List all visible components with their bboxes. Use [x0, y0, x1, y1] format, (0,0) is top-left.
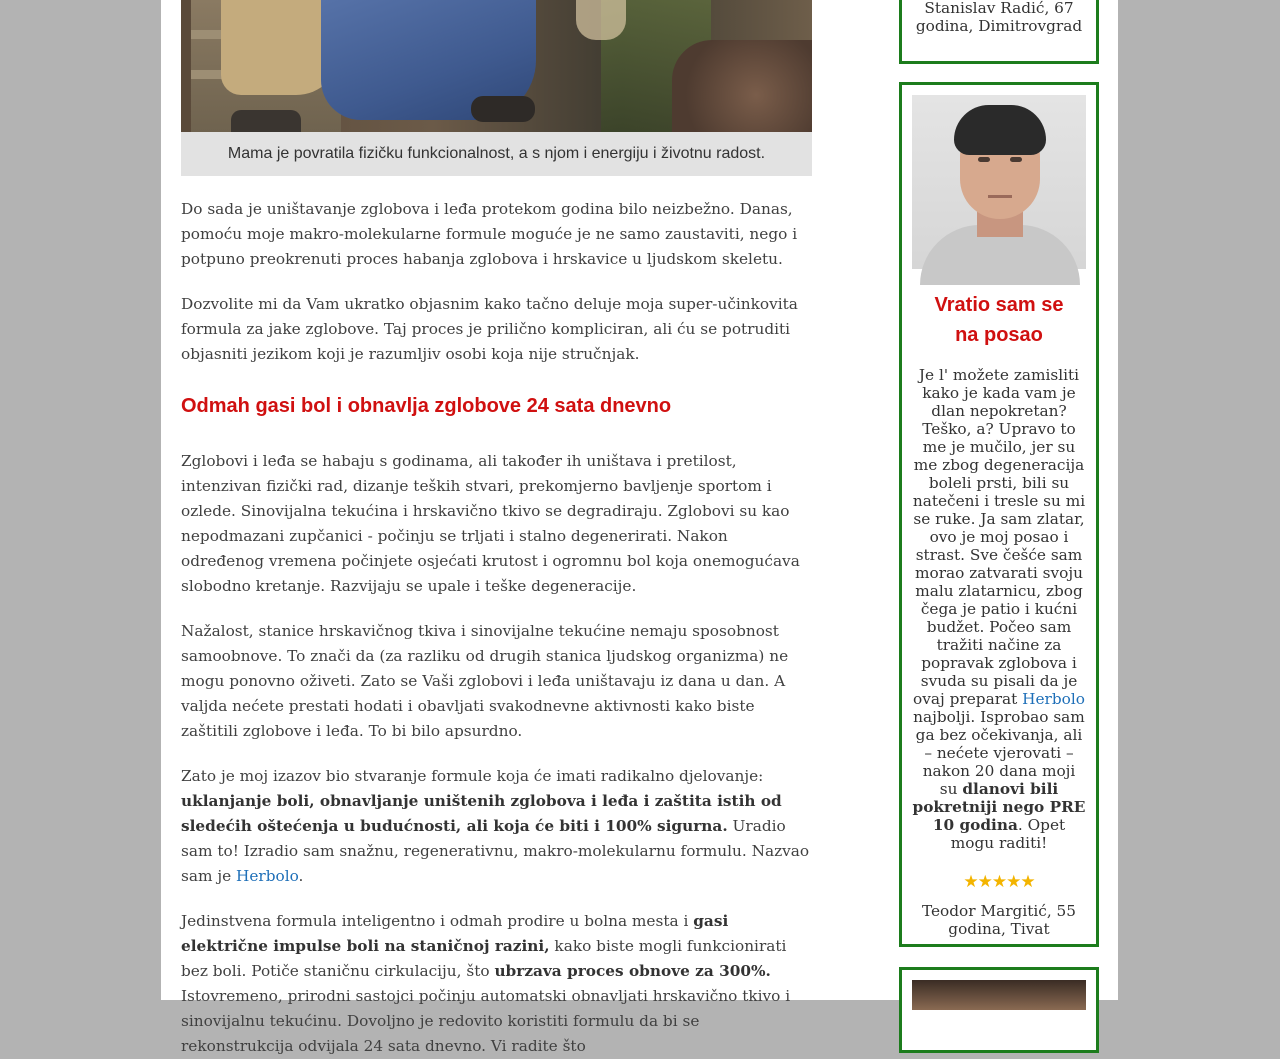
bold-speed: ubrzava proces obnove za 300%. — [494, 962, 771, 980]
testimonial-author: Stanislav Radić, 67 — [924, 0, 1074, 17]
testimonial-box-3 — [899, 967, 1099, 1053]
paragraph-causes: Zglobovi i leđa se habaju s godinama, ali također ih uništava i pretilost, intenzivan fizički rad, dizanje teških stvari, prekomjerno bavljenje sportom i ozlede. Sinovijalna tekućina i hrskavično tkivo se degradiraju. Zglobovi su kao nepodmazani zupčanici - počinju se trljati i stalno degenerirati. Nakon određenog vremena počinjete osjećati krutost i ogromnu bol koja onemogućava slobodno kretanje. Razvijaju se upale i teške degeneracije. — [181, 452, 800, 595]
star-rating — [902, 872, 1096, 892]
article-photo — [181, 0, 812, 132]
paragraph-formula: Jedinstvena formula inteligentno i odmah prodire u bolna mesta i gasi električne impulse boli na staničnoj razini, kako biste mogli funkcionirati bez boli. Potiče staničnu cirkulaciju, što ubrzava proces obnove za 300%. Istovremeno, prirodni sastojci počinju automatski obnavljati hrskavično tkivo i sinovijalnu tekućinu. Dovoljno je redovito koristiti formulu da bi se rekonstrukcija odvijala 24 sata dnevno. Vi radite što — [181, 912, 791, 1055]
star-icon: ★★★★★ — [963, 872, 1035, 892]
bold-pain: gasi električne impulse boli na staničnoj razini, — [181, 912, 729, 955]
paragraph-intro: Do sada je uništavanje zglobova i leđa protekom godina bilo neizbežno. Danas, pomoću moje makro-molekularne formule moguće je ne samo zaustaviti, nego i potpuno preokrenuti proces habanja zglobova i hrskavice u ljudskom skeletu. — [181, 200, 798, 268]
page — [161, 0, 1118, 1055]
testimonial-text: Je l' možete zamisliti kako je kada vam je dlan nepokretan? Teško, a? Upravo to me je mučilo, jer su me zbog degeneracija boleli prsti, bili su natečeni i tresle su mi se ruke. Ja sam zlatar, ovo je moj posao i strast. Sve češće sam morao zatvarati svoju malu zlatarnicu, zbog čega je patio i kućni budžet. Počeo sam tražiti načine za popravak zglobova i svuda su pisali da je ovaj preparat Herbolo najbolji. Isprobao sam ga bez očekivanja, ali – nećete vjerovati – nakon 20 dana moji su dlanovi bili pokretniji nego PRE 10 godina. Opet mogu raditi! — [912, 366, 1086, 852]
testimonial-author: Teodor Margitić, 55 — [921, 902, 1077, 920]
testimonial-photo — [912, 980, 1086, 1010]
section-heading: Odmah gasi bol i obnavlja zglobove 24 sata dnevno — [181, 395, 672, 417]
paragraph-challenge: Zato je moj izazov bio stvaranje formule koja će imati radikalno djelovanje: uklanjanje boli, obnavljanje uništenih zglobova i leđa i zaštita istih od sledećih oštećenja u budućnosti, ali koja će biti i 100% sigurna. Uradio sam to! Izradio sam snažnu, regenerativnu, makro-molekularnu formulu. Nazvao sam je Herbolo. — [181, 767, 810, 885]
photo-caption: Mama je povratila fizičku funkcionalnost, a s njom i energiju i životnu radost. — [181, 132, 812, 176]
testimonial-box-1: Stanislav Radić, 67 godina, Dimitrovgrad — [899, 0, 1099, 64]
product-link[interactable]: Herbolo — [236, 867, 299, 885]
testimonial-photo — [912, 95, 1086, 269]
testimonial-product-link[interactable]: Herbolo — [1022, 690, 1085, 708]
article — [181, 0, 812, 1059]
paragraph-explain: Dozvolite mi da Vam ukratko objasnim kako tačno deluje moja super-učinkovita formula za jake zglobove. Taj proces je prilično kompliciran, ali ću se potruditi objasniti jezikom koji je razumljiv osobi koja nije stručnjak. — [181, 295, 798, 363]
testimonial-box-2: Vratio sam se na posao Je l' možete zamisliti kako je kada vam je dlan nepokretan? Teško, a? Upravo to me je mučilo, jer su me zbog degeneracija boleli prsti, bili su natečeni i tresle su mi se ruke. Ja sam zlatar, ovo je moj posao i strast. Sve češće sam morao zatvarati svoju malu zlatarnicu, zbog čega je patio i kućni budžet. Počeo sam tražiti načine za popravak zglobova i svuda su pisali da je ovaj preparat Herbolo najbolji. Isprobao sam ga bez očekivanja, ali – nećete vjerovati – nakon 20 dana moji su dlanovi bili pokretniji nego PRE 10 godina. Opet mogu raditi! ★★★★★ Teodor Margitić, 55 godina, Tivat — [899, 82, 1099, 947]
bold-claim: uklanjanje boli, obnavljanje uništenih zglobova i leđa i zaštita istih od sledećih oštećenja u budućnosti, ali koja će biti i 100% sigurna. — [181, 792, 782, 835]
testimonial-title: Vratio sam se na posao — [934, 294, 1064, 346]
paragraph-cells: Nažalost, stanice hrskavičnog tkiva i sinovijalne tekućine nemaju sposobnost samoobnove. To znači da (za razliku od drugih stanica ljudskog organizma) ne mogu ponovno oživeti. Zato se Vaši zglobovi i leđa uništavaju iz dana u dan. A valjda nećete prestati hodati i obavljati svakodnevne aktivnosti kako biste zaštitili zglobove i leđa. To bi bilo apsurdno. — [181, 622, 789, 740]
